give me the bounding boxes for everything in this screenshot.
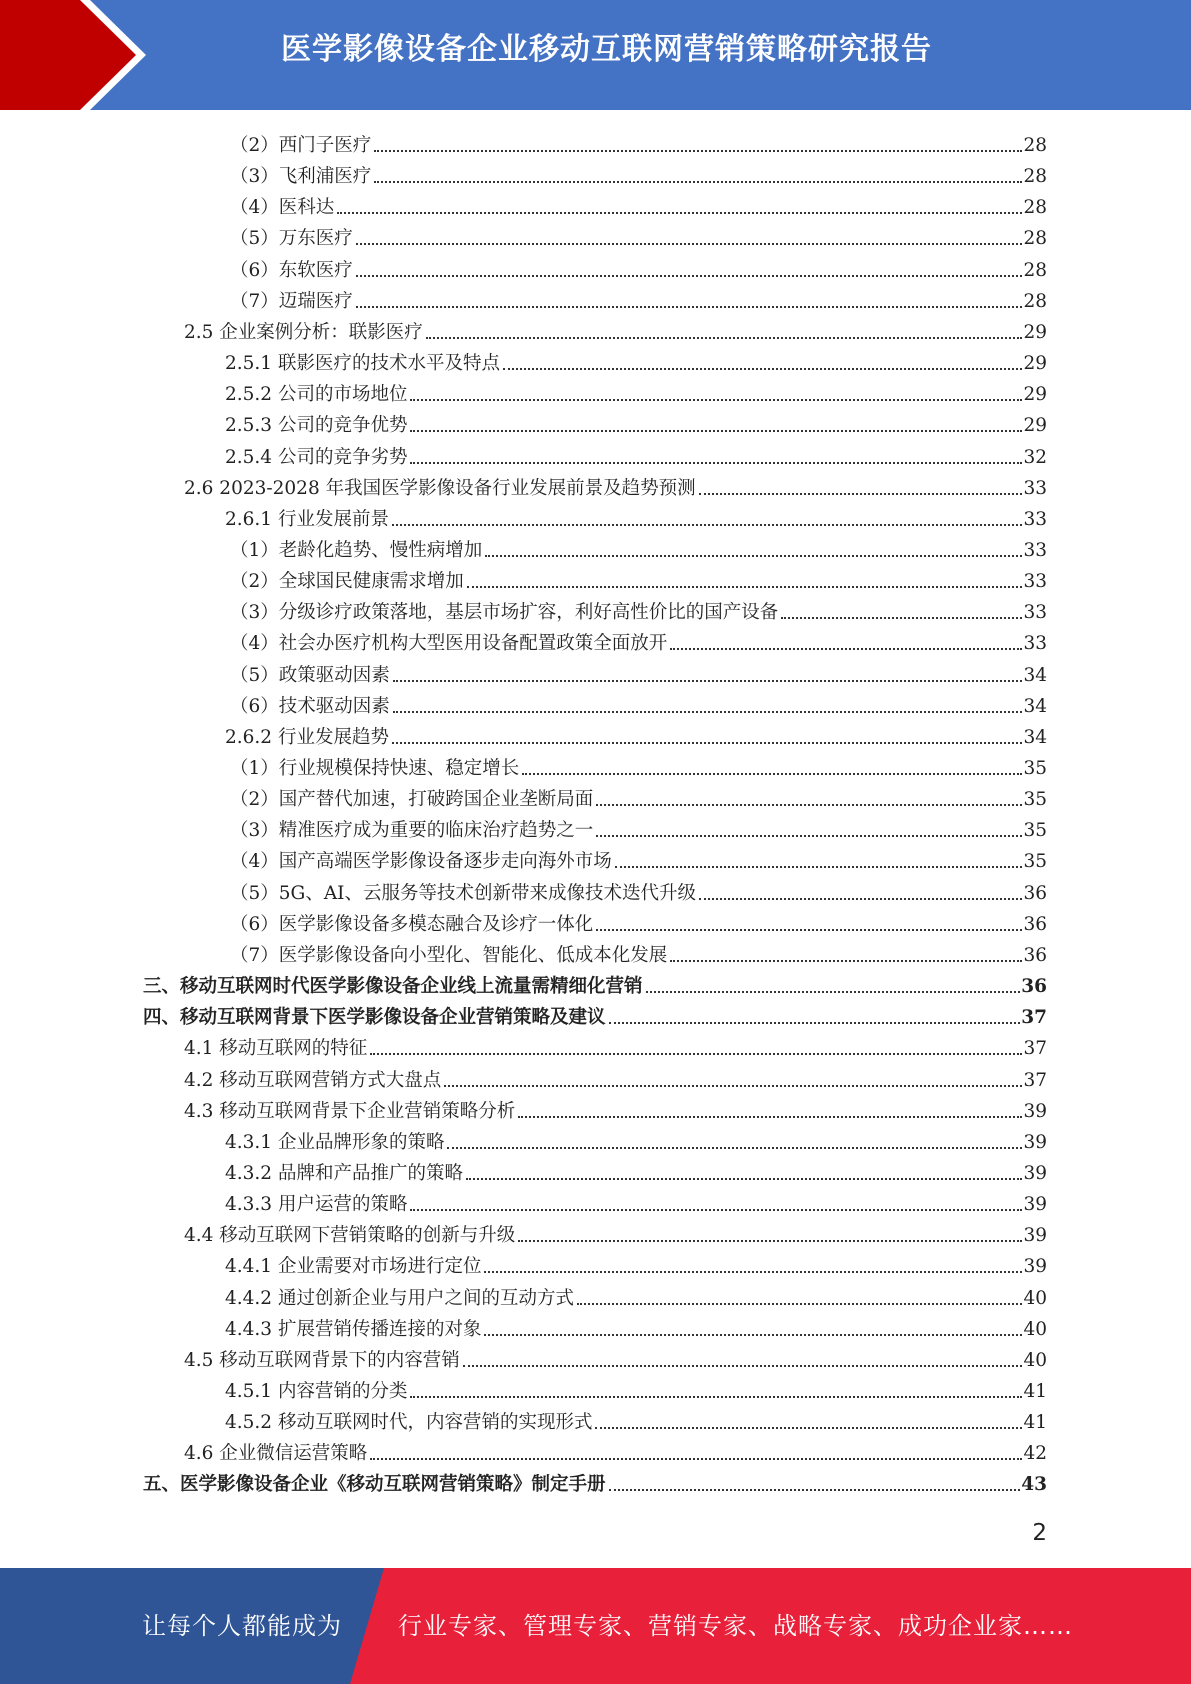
toc-dot-leader — [370, 1458, 1022, 1460]
toc-entry-label: 三、移动互联网时代医学影像设备企业线上流量需精细化营销 — [143, 976, 643, 998]
toc-entry-page: 33 — [1023, 571, 1047, 593]
document-title: 医学影像设备企业移动互联网营销策略研究报告 — [281, 32, 932, 67]
toc-entry-page: 34 — [1023, 664, 1047, 686]
footer-slogan-right: 行业专家、管理专家、营销专家、战略专家、成功企业家…… — [398, 1612, 1073, 1640]
toc-entry-label: 4.2 移动互联网营销方式大盘点 — [184, 1069, 442, 1091]
toc-entry-page: 36 — [1023, 913, 1047, 935]
toc-entry-label: 2.6.1 行业发展前景 — [225, 508, 389, 530]
toc-dot-leader — [670, 648, 1022, 650]
toc-entry[interactable] — [225, 407, 1047, 438]
toc-entry-page: 29 — [1023, 415, 1047, 437]
toc-entry-label: 4.1 移动互联网的特征 — [184, 1038, 368, 1060]
toc-dot-leader — [374, 181, 1022, 183]
toc-entry-page: 37 — [1023, 1038, 1047, 1060]
toc-entry-label: 4.5.1 内容营销的分类 — [225, 1381, 408, 1402]
toc-dot-leader — [484, 1334, 1022, 1336]
toc-entry[interactable] — [225, 1186, 1047, 1217]
toc-entry-label: （5）5G、AI、云服务等技术创新带来成像技术迭代升级 — [230, 882, 696, 904]
toc-entry-page: 35 — [1023, 851, 1047, 873]
toc-dot-leader — [699, 898, 1022, 900]
toc-dot-leader — [393, 711, 1023, 713]
toc-entry[interactable] — [230, 937, 1047, 968]
toc-entry-label: （7）医学影像设备向小型化、智能化、低成本化发展 — [230, 944, 668, 966]
toc-entry-label: 2.5.1 联影医疗的技术水平及特点 — [225, 353, 500, 375]
toc-entry[interactable] — [230, 843, 1047, 874]
toc-entry[interactable] — [230, 127, 1047, 158]
toc-entry-label: （2）国产替代加速，打破跨国企业垄断局面 — [230, 789, 594, 811]
toc-entry[interactable] — [184, 1062, 1047, 1093]
toc-entry-page: 43 — [1021, 1474, 1047, 1496]
toc-entry-page: 36 — [1023, 944, 1047, 966]
toc-entry-page: 28 — [1023, 290, 1047, 312]
toc-entry-label: 4.5.2 移动互联网时代，内容营销的实现形式 — [225, 1412, 593, 1434]
toc-dot-leader — [615, 866, 1023, 868]
toc-entry-label: （4）国产高端医学影像设备逐步走向海外市场 — [230, 851, 612, 873]
toc-entry[interactable] — [184, 1435, 1047, 1466]
toc-entry-page: 35 — [1023, 820, 1047, 842]
toc-entry-label: 2.6 2023-2028 年我国医学影像设备行业发展前景及趋势预测 — [184, 477, 696, 499]
toc-entry[interactable] — [225, 1311, 1047, 1342]
toc-entry[interactable] — [225, 439, 1047, 470]
toc-entry[interactable] — [225, 1404, 1047, 1435]
toc-dot-leader — [485, 555, 1022, 557]
toc-entry-page: 39 — [1023, 1162, 1047, 1184]
toc-entry-page: 28 — [1023, 166, 1047, 188]
toc-entry-page: 37 — [1023, 1069, 1047, 1091]
toc-entry-label: （1）行业规模保持快速、稳定增长 — [230, 758, 520, 779]
toc-dot-leader — [426, 337, 1023, 339]
toc-dot-leader — [444, 1085, 1022, 1087]
toc-entry-page: 39 — [1023, 1131, 1047, 1153]
toc-entry-page: 40 — [1023, 1318, 1047, 1340]
toc-entry-label: （1）老龄化趋势、慢性病增加 — [230, 539, 483, 561]
toc-dot-leader — [518, 1116, 1022, 1118]
toc-entry-label: （7）迈瑞医疗 — [230, 290, 353, 312]
toc-entry-label: （4）社会办医疗机构大型医用设备配置政策全面放开 — [230, 633, 668, 655]
toc-entry-page: 29 — [1023, 384, 1047, 406]
toc-dot-leader — [466, 1178, 1022, 1180]
toc-entry-page: 40 — [1023, 1287, 1047, 1309]
toc-dot-leader — [646, 991, 1021, 993]
toc-dot-leader — [781, 617, 1022, 619]
toc-entry[interactable] — [230, 875, 1047, 906]
toc-entry-page: 39 — [1023, 1194, 1047, 1216]
toc-entry[interactable] — [184, 1217, 1047, 1248]
toc-dot-leader — [699, 493, 1023, 495]
toc-dot-leader — [577, 1303, 1022, 1305]
toc-entry-page: 39 — [1023, 1100, 1047, 1122]
toc-entry[interactable] — [184, 1093, 1047, 1124]
toc-entry-page: 40 — [1023, 1349, 1047, 1371]
toc-dot-leader — [447, 1147, 1022, 1149]
toc-entry-page: 28 — [1023, 228, 1047, 250]
toc-entry-label: 五、医学影像设备企业《移动互联网营销策略》制定手册 — [143, 1474, 606, 1496]
toc-entry[interactable] — [230, 220, 1047, 251]
toc-entry[interactable] — [230, 657, 1047, 688]
toc-entry-label: （3）飞利浦医疗 — [230, 166, 372, 188]
toc-entry-page: 34 — [1023, 695, 1047, 717]
toc-entry[interactable] — [230, 563, 1047, 594]
toc-entry[interactable] — [184, 470, 1047, 501]
toc-entry-label: （5）政策驱动因素 — [230, 664, 390, 686]
toc-dot-leader — [410, 430, 1022, 432]
toc-dot-leader — [392, 742, 1022, 744]
toc-dot-leader — [670, 960, 1022, 962]
toc-entry-label: （3）精准医疗成为重要的临床治疗趋势之一 — [230, 820, 594, 842]
toc-entry-page: 33 — [1023, 539, 1047, 561]
toc-entry-page: 33 — [1023, 477, 1047, 499]
toc-entry-page: 36 — [1023, 882, 1047, 904]
toc-entry[interactable] — [143, 1466, 1047, 1497]
toc-entry-page: 28 — [1023, 197, 1047, 219]
toc-dot-leader — [410, 1209, 1022, 1211]
toc-entry-label: 4.3.1 企业品牌形象的策略 — [225, 1131, 445, 1153]
toc-entry[interactable] — [230, 906, 1047, 937]
toc-dot-leader — [410, 462, 1022, 464]
toc-entry-page: 42 — [1023, 1443, 1047, 1465]
toc-dot-leader — [595, 1427, 1022, 1429]
toc-entry[interactable] — [143, 999, 1047, 1030]
toc-dot-leader — [337, 212, 1022, 214]
toc-entry-page: 33 — [1023, 508, 1047, 530]
toc-entry-page: 28 — [1023, 135, 1047, 156]
toc-entry-page: 41 — [1023, 1381, 1047, 1402]
toc-entry-label: 4.4 移动互联网下营销策略的创新与升级 — [184, 1225, 516, 1247]
toc-dot-leader — [467, 586, 1023, 588]
toc-dot-leader — [393, 680, 1023, 682]
toc-entry-label: 2.5 企业案例分析：联影医疗 — [184, 321, 423, 343]
toc-entry[interactable] — [225, 1124, 1047, 1155]
toc-entry-page: 35 — [1023, 789, 1047, 811]
toc-entry[interactable] — [225, 1280, 1047, 1311]
toc-entry[interactable] — [225, 345, 1047, 376]
toc-entry[interactable] — [230, 532, 1047, 563]
toc-entry[interactable] — [225, 501, 1047, 532]
toc-entry[interactable] — [225, 376, 1047, 407]
toc-dot-leader — [596, 835, 1022, 837]
toc-entry-page: 33 — [1023, 633, 1047, 655]
toc-entry-label: 4.3 移动互联网背景下企业营销策略分析 — [184, 1100, 516, 1122]
toc-entry-label: 4.4.1 企业需要对市场进行定位 — [225, 1256, 482, 1278]
toc-entry[interactable] — [230, 688, 1047, 719]
toc-entry-label: 4.5 移动互联网背景下的内容营销 — [184, 1349, 460, 1371]
toc-dot-leader — [410, 1396, 1022, 1398]
toc-dot-leader — [463, 1365, 1023, 1367]
toc-entry-page: 28 — [1023, 259, 1047, 281]
toc-dot-leader — [392, 524, 1022, 526]
toc-dot-leader — [596, 804, 1022, 806]
toc-entry-label: （6）医学影像设备多模态融合及诊疗一体化 — [230, 913, 594, 935]
toc-entry[interactable] — [184, 1342, 1047, 1373]
toc-entry[interactable] — [230, 812, 1047, 843]
toc-entry-label: 4.3.2 品牌和产品推广的策略 — [225, 1162, 463, 1184]
toc-entry[interactable] — [184, 1030, 1047, 1061]
toc-dot-leader — [370, 1053, 1022, 1055]
toc-entry-page: 29 — [1023, 353, 1047, 375]
toc-entry-label: （6）技术驱动因素 — [230, 695, 390, 717]
toc-entry-label: （4）医科达 — [230, 197, 335, 219]
toc-entry-page: 41 — [1023, 1412, 1047, 1434]
toc-entry-page: 33 — [1023, 602, 1047, 624]
toc-dot-leader — [522, 773, 1022, 775]
toc-entry-page: 36 — [1021, 976, 1047, 998]
toc-entry[interactable] — [230, 252, 1047, 283]
page-footer — [0, 1568, 1191, 1684]
toc-dot-leader — [410, 399, 1022, 401]
toc-entry-label: 4.4.3 扩展营销传播连接的对象 — [225, 1318, 482, 1340]
toc-entry[interactable] — [225, 1373, 1047, 1404]
toc-entry-label: 2.5.2 公司的市场地位 — [225, 384, 408, 406]
toc-entry[interactable] — [143, 968, 1047, 999]
toc-entry[interactable] — [225, 1155, 1047, 1186]
toc-entry[interactable] — [230, 750, 1047, 781]
page-header — [0, 0, 1191, 110]
toc-entry-page: 35 — [1023, 758, 1047, 779]
toc-dot-leader — [503, 368, 1022, 370]
toc-entry-page: 37 — [1021, 1007, 1047, 1029]
toc-dot-leader — [374, 150, 1022, 152]
toc-dot-leader — [609, 1489, 1021, 1491]
toc-entry-label: 2.5.3 公司的竞争优势 — [225, 415, 408, 437]
toc-entry-page: 39 — [1023, 1225, 1047, 1247]
toc-dot-leader — [596, 929, 1022, 931]
toc-entry-label: （6）东软医疗 — [230, 259, 353, 281]
toc-entry-page: 32 — [1023, 446, 1047, 468]
toc-entry[interactable] — [230, 594, 1047, 625]
toc-entry[interactable] — [230, 283, 1047, 314]
page-number: 2 — [1032, 1520, 1047, 1546]
toc-entry[interactable] — [230, 625, 1047, 656]
toc-entry-label: 4.4.2 通过创新企业与用户之间的互动方式 — [225, 1287, 574, 1309]
toc-entry-label: 四、移动互联网背景下医学影像设备企业营销策略及建议 — [143, 1007, 606, 1029]
toc-dot-leader — [356, 243, 1023, 245]
toc-entry[interactable] — [230, 189, 1047, 220]
toc-entry-label: 4.3.3 用户运营的策略 — [225, 1194, 408, 1216]
toc-entry-page: 29 — [1023, 321, 1047, 343]
toc-entry-label: 2.5.4 公司的竞争劣势 — [225, 446, 408, 468]
toc-entry[interactable] — [230, 781, 1047, 812]
toc-entry-page: 34 — [1023, 726, 1047, 748]
toc-dot-leader — [609, 1022, 1021, 1024]
toc-entry[interactable] — [225, 719, 1047, 750]
toc-dot-leader — [356, 306, 1023, 308]
toc-entry-label: （5）万东医疗 — [230, 228, 353, 250]
toc-entry-label: （2）全球国民健康需求增加 — [230, 571, 464, 593]
toc-dot-leader — [484, 1271, 1022, 1273]
toc-entry[interactable] — [225, 1248, 1047, 1279]
toc-dot-leader — [356, 275, 1023, 277]
toc-entry-label: （2）西门子医疗 — [230, 135, 372, 156]
toc-entry-label: （3）分级诊疗政策落地，基层市场扩容，利好高性价比的国产设备 — [230, 602, 779, 624]
toc-entry-page: 39 — [1023, 1256, 1047, 1278]
toc-entry-label: 2.6.2 行业发展趋势 — [225, 726, 389, 748]
toc-entry-label: 4.6 企业微信运营策略 — [184, 1443, 368, 1465]
toc-entry[interactable] — [184, 314, 1047, 345]
footer-slogan-left: 让每个人都能成为 — [142, 1612, 342, 1640]
toc-dot-leader — [518, 1240, 1022, 1242]
toc-entry[interactable] — [230, 158, 1047, 189]
